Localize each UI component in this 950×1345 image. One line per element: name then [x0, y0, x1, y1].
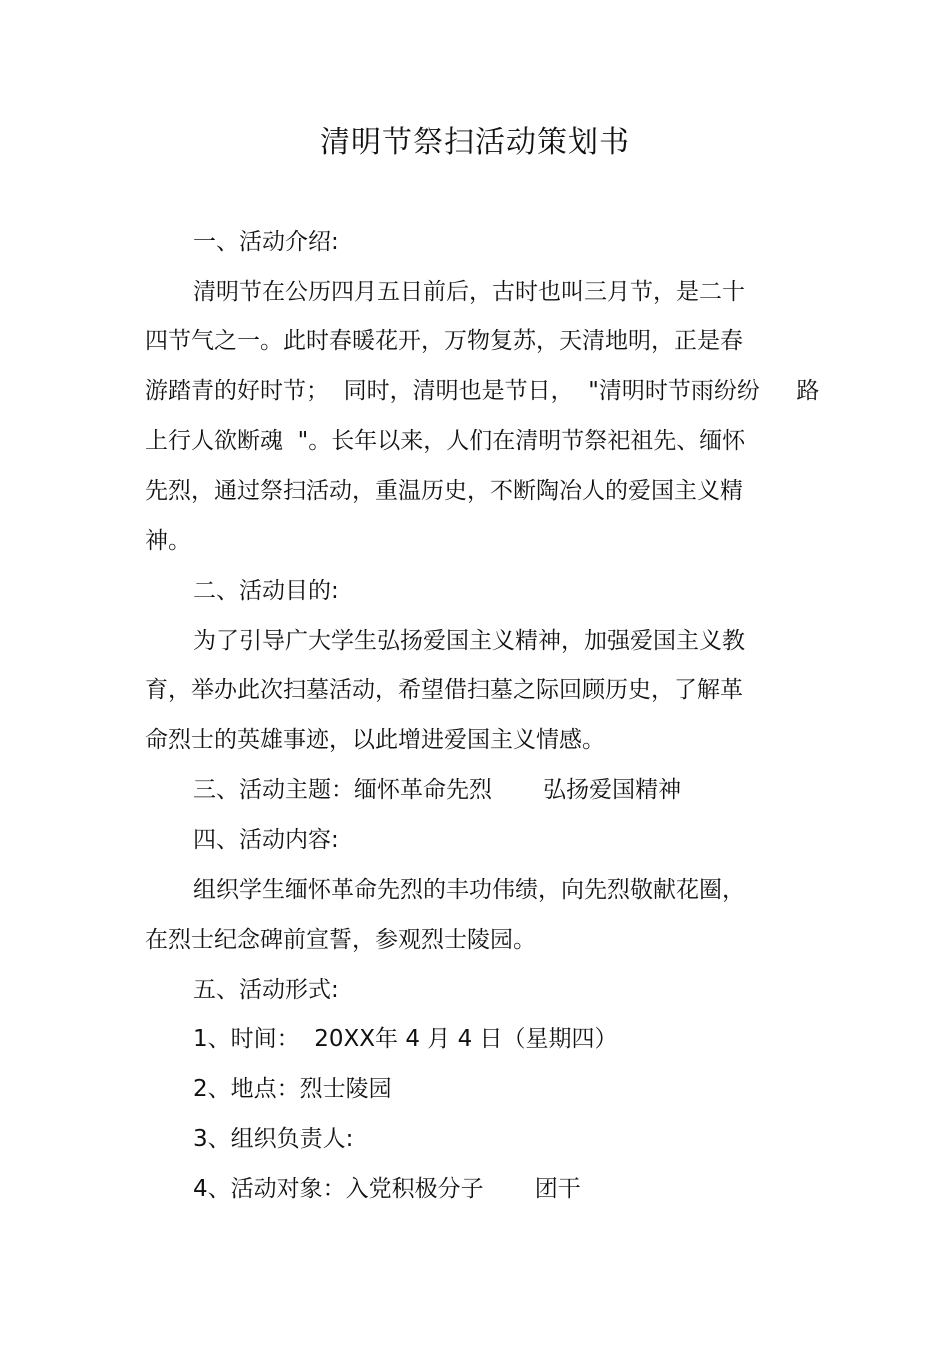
- list-item: 3、组织负责人:: [193, 1126, 354, 1152]
- paragraph-line: 先烈，通过祭扫活动，重温历史，不断陶冶人的爱国主义精: [145, 478, 743, 504]
- section-3-heading: 三、活动主题：缅怀革命先烈 弘扬爱国精神: [193, 777, 682, 803]
- paragraph-line: 组织学生缅怀革命先烈的丰功伟绩，向先烈敬献花圈，: [193, 877, 745, 903]
- paragraph-line: 上行人欲断魂 "。长年以来，人们在清明节祭祀祖先、缅怀: [145, 428, 746, 454]
- section-4-heading: 四、活动内容:: [193, 827, 339, 853]
- paragraph-line: 四节气之一。此时春暖花开，万物复苏，天清地明，正是春: [145, 328, 743, 354]
- paragraph-line: 育，举办此次扫墓活动，希望借扫墓之际回顾历史，了解革: [145, 677, 743, 703]
- section-2-heading: 二、活动目的:: [193, 578, 339, 604]
- section-5-heading: 五、活动形式:: [193, 977, 339, 1003]
- list-item: 2、地点：烈士陵园: [193, 1076, 392, 1102]
- list-item: 1、时间： 20XX年 4 月 4 日（星期四）: [193, 1026, 618, 1052]
- paragraph-line: 命烈士的英雄事迹，以此增进爱国主义情感。: [145, 727, 605, 753]
- section-1-heading: 一、活动介绍:: [193, 229, 339, 255]
- paragraph-line: 在烈士纪念碑前宣誓，参观烈士陵园。: [145, 927, 536, 953]
- document-title: 清明节祭扫活动策划书: [320, 125, 630, 160]
- list-item: 4、活动对象：入党积极分子 团干: [193, 1176, 581, 1202]
- paragraph-line: 神。: [145, 528, 191, 554]
- paragraph-line: 清明节在公历四月五日前后，古时也叫三月节，是二十: [193, 279, 745, 305]
- paragraph-line: 游踏青的好时节； 同时，清明也是节日， "清明时节雨纷纷 路: [145, 378, 820, 404]
- paragraph-line: 为了引导广大学生弘扬爱国主义精神，加强爱国主义教: [193, 628, 745, 654]
